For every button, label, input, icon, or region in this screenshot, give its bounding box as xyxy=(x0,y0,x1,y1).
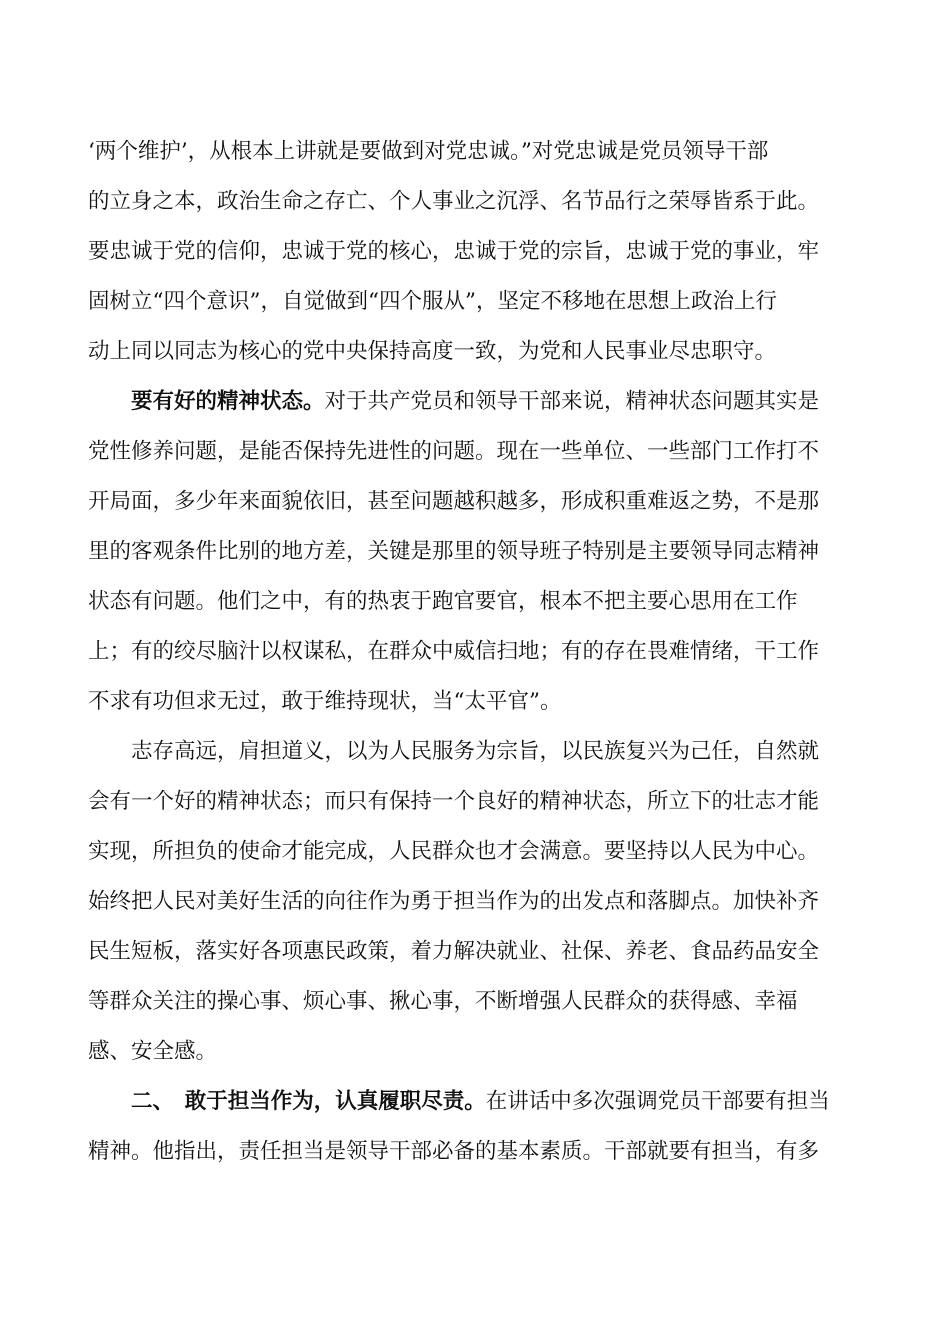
text-line-4: 固树立“四个意识”，自觉做到“四个服从”，坚定不移地在思想上政治上行 xyxy=(88,289,777,314)
text-line-11: 上；有的绞尽脑汁以权谋私，在群众中威信扫地；有的存在畏难情绪，干工作 xyxy=(88,639,820,664)
text-line-18: 等群众关注的操心事、烦心事、揪心事，不断增强人民群众的获得感、幸福 xyxy=(88,989,798,1014)
text-line-15: 实现，所担负的使命才能完成，人民群众也才会满意。要坚持以人民为中心。 xyxy=(88,839,820,864)
text-line-21: 精神。他指出，责任担当是领导干部必备的基本素质。干部就要有担当，有多 xyxy=(88,1139,820,1164)
text-line-17: 民生短板，落实好各项惠民政策，着力解决就业、社保、养老、食品药品安全 xyxy=(88,939,820,964)
text-line-20: 在讲话中多次强调党员干部要有担当 xyxy=(485,1089,830,1114)
text-line-3: 要忠诚于党的信仰，忠诚于党的核心，忠诚于党的宗旨，忠诚于党的事业，牢 xyxy=(88,239,820,264)
text-line-14: 会有一个好的精神状态；而只有保持一个良好的精神状态，所立下的壮志才能 xyxy=(88,789,820,814)
lead-heading-spirit: 要有好的精神状态。 xyxy=(131,389,325,414)
text-line-9: 里的客观条件比别的地方差，关键是那里的领导班子特别是主要领导同志精神 xyxy=(88,539,820,564)
paragraph-section-two-first-line xyxy=(131,1082,858,1122)
text-line-8: 开局面，多少年来面貌依旧，甚至问题越积越多，形成积重难返之势，不是那 xyxy=(88,489,820,514)
text-line-7: 党性修养问题，是能否保持先进性的问题。现在一些单位、一些部门工作打不 xyxy=(88,439,820,464)
section-two-heading: 二、 敢于担当作为，认真履职尽责。 xyxy=(131,1089,486,1114)
text-line-19: 感、安全感。 xyxy=(88,1039,218,1064)
text-line-12: 不求有功但求无过，敢于维持现状，当“太平官”。 xyxy=(88,689,562,714)
text-line-16: 始终把人民对美好生活的向往作为勇于担当作为的出发点和落脚点。加快补齐 xyxy=(88,889,820,914)
text-line-13: 志存高远，肩担道义，以为人民服务为宗旨，以民族复兴为己任，自然就 xyxy=(131,739,820,764)
text-line-10: 状态有问题。他们之中，有的热衷于跑官要官，根本不把主要心思用在工作 xyxy=(88,589,798,614)
paragraph-spirit-first-line xyxy=(131,382,858,422)
text-line-5: 动上同以同志为核心的党中央保持高度一致，为党和人民事业尽忠职守。 xyxy=(88,339,777,364)
text-line-2: 的立身之本，政治生命之存亡、个人事业之沉浮、名节品行之荣辱皆系于此。 xyxy=(88,189,820,214)
text-line-1: ‘两个维护’，从根本上讲就是要做到对党忠诚。”对党忠诚是党员领导干部 xyxy=(88,139,769,164)
text-line-6: 对于共产党员和领导干部来说，精神状态问题其实是 xyxy=(324,389,820,414)
